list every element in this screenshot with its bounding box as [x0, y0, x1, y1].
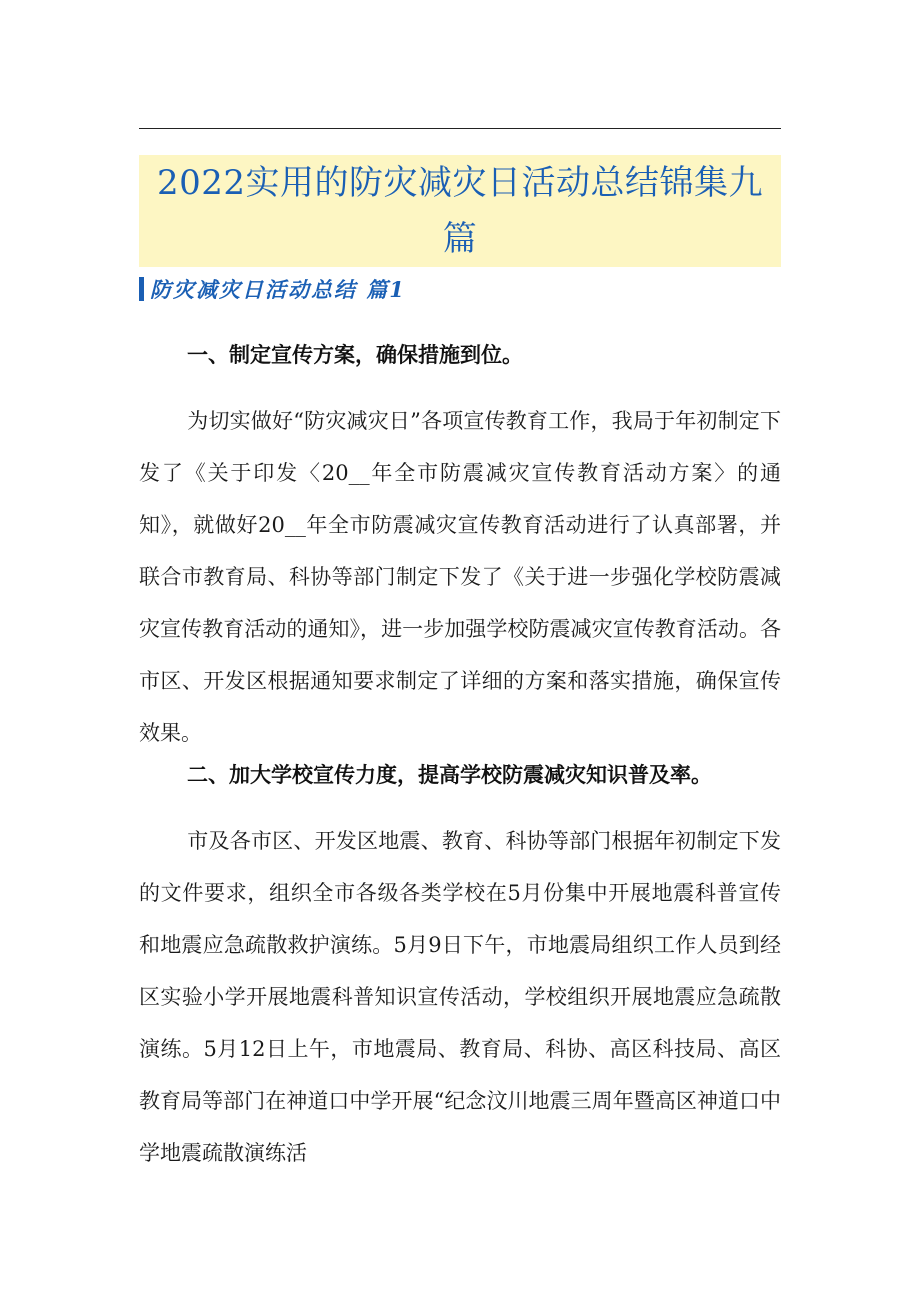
page-title: 2022实用的防灾减灾日活动总结锦集九篇: [139, 155, 781, 267]
subheading-1: 一、制定宣传方案，确保措施到位。: [187, 342, 523, 367]
subheading-2: 二、加大学校宣传力度，提高学校防震减灾知识普及率。: [187, 762, 712, 787]
section-heading: [139, 272, 406, 306]
paragraph-1: 为切实做好“防灾减灾日”各项宣传教育工作，我局于年初制定下发了《关于印发〈20__年全市防震减灾宣传教育活动方案〉的通知》，就做好20__年全市防震减灾宣传教育活动进行了认真部署，并联合市教育局、科协等部门制定下发了《关于进一步强化学校防震减灾宣传教育活动的通知》，进一步加强学校防震减灾宣传教育活动。各市区、开发区根据通知要求制定了详细的方案和落实措施，确保宣传效果。: [139, 409, 781, 745]
section-marker-icon: [139, 277, 144, 301]
title-container: [139, 155, 781, 267]
top-divider: [139, 128, 781, 129]
section-heading-text: 防灾减灾日活动总结 篇1: [150, 277, 406, 302]
paragraph-2: 市及各市区、开发区地震、教育、科协等部门根据年初制定下发的文件要求，组织全市各级各类学校在5月份集中开展地震科普宣传和地震应急疏散救护演练。5月9日下午，市地震局组织工作人员到经区实验小学开展地震科普知识宣传活动，学校组织开展地震应急疏散演练。5月12日上午，市地震局、教育局、科协、高区科技局、高区教育局等部门在神道口中学开展“纪念汶川地震三周年暨高区神道口中学地震疏散演练活: [139, 829, 781, 1165]
